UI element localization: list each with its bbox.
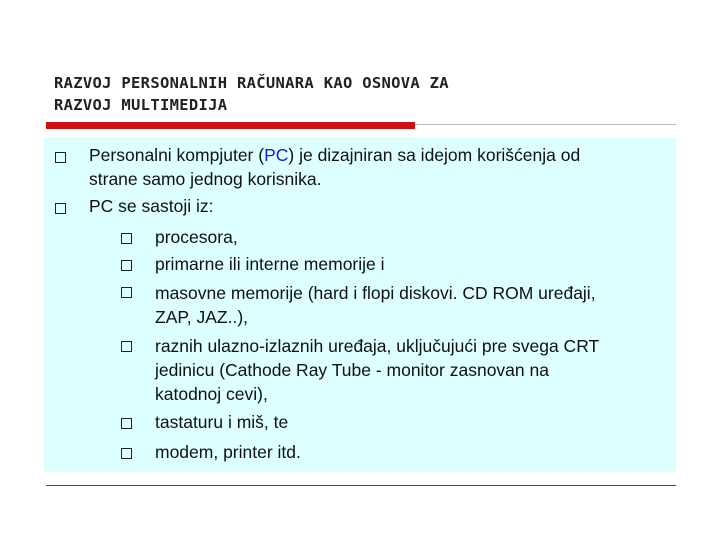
sub-item-4-line-1: raznih ulazno-izlaznih uređaja, uključujući pre svega CRT (155, 336, 600, 356)
sub-item-1-line-1: procesora, (155, 227, 238, 247)
square-bullet-icon (55, 203, 66, 214)
square-bullet-icon (55, 152, 66, 163)
sub-item-5-line-1: tastaturu i miš, te (155, 412, 289, 432)
bullet-1-line-2: strane samo jednog korisnika. (89, 169, 322, 189)
bottom-divider (46, 485, 676, 486)
bullet-2-text: PC se sastoji iz: (89, 196, 214, 216)
bullet-1-line-1 (89, 143, 580, 167)
bullet-1-pre: Personalni kompjuter ( (89, 145, 265, 165)
slide-title (54, 72, 654, 116)
square-bullet-icon (121, 418, 132, 429)
title-accent-bar (46, 122, 415, 129)
sub-item-4-line-2: jedinicu (Cathode Ray Tube - monitor zasnovan na (155, 360, 549, 380)
sub-item-4-line-3: katodnoj cevi), (155, 384, 268, 404)
sub-item-3-line-2: ZAP, JAZ..), (155, 307, 249, 327)
bullet-1-post: ) je dizajniran sa idejom korišćenja od (288, 145, 581, 165)
square-bullet-icon (121, 260, 132, 271)
square-bullet-icon (121, 341, 132, 352)
sub-item-2-line-1: primarne ili interne memorije i (155, 254, 385, 274)
sub-item-3-line-1: masovne memorije (hard i flopi diskovi. CD ROM uređaji, (155, 283, 596, 303)
square-bullet-icon (121, 233, 132, 244)
square-bullet-icon (121, 287, 132, 298)
square-bullet-icon (121, 448, 132, 459)
bullet-1-pc: PC (264, 145, 289, 165)
slide-title-line-2: RAZVOJ MULTIMEDIJA (54, 96, 228, 114)
sub-item-6-line-1: modem, printer itd. (155, 442, 301, 462)
slide-title-line-1: RAZVOJ PERSONALNIH RAČUNARA KAO OSNOVA ZA (54, 74, 449, 92)
